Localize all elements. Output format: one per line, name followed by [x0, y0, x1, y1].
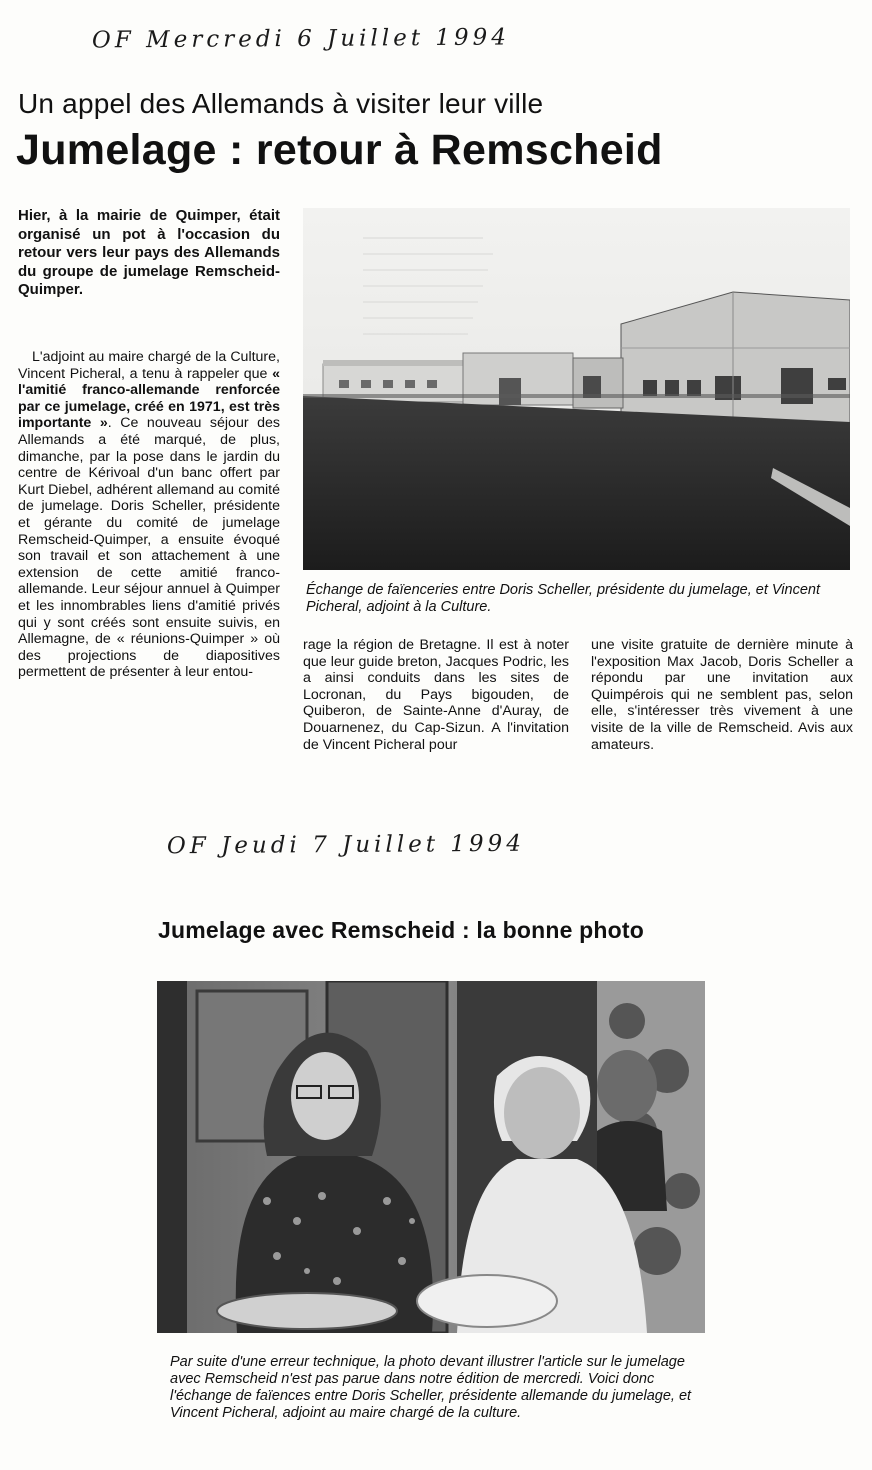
article-column-3: une visite gratuite de dernière minute à l'exposition Max Jacob, Doris Scheller a répondu par une invitation aux Quimpérois qui ne semblent pas, selon elle, s'intéresser très vivement à une visite de la ville de Remscheid. Avis aux amateurs. [591, 637, 853, 753]
column-1-intro: L'adjoint au maire chargé de la Culture, Vincent Picheral, a tenu à rappeler que [18, 349, 280, 382]
handwritten-date-2: OF Jeudi 7 Juillet 1994 [166, 830, 525, 860]
photo-caption-2: Par suite d'une erreur technique, la photo devant illustrer l'article sur le jumelage avec Remscheid n'est pas parue dans notre édition de mercredi. Voici donc l'échange de faïences entre Doris Scheller, présidente allemande du jumelage, et Vincent Picheral, adjoint au maire chargé de la culture. [170, 1354, 692, 1421]
article-lead: Hier, à la mairie de Quimper, était organisé un pot à l'occasion du retour vers leur pays des Allemands du groupe de jumelage Remscheid-Quimper. [18, 207, 280, 298]
article-column-1 [18, 349, 280, 681]
article-column-2: rage la région de Bretagne. Il est à noter que leur guide breton, Jacques Podric, les a ainsi conduits dans les sites de Locronan, du Pays bigouden, de Quiberon, de Sainte-Anne d'Auray, de Douarnenez, du Cap-Sizun. A l'invitation de Vincent Picheral pour [303, 637, 569, 753]
building-photo-icon [303, 208, 850, 570]
clipping-2-headline: Jumelage avec Remscheid : la bonne photo [158, 917, 645, 943]
column-1-rest: . Ce nouveau séjour des Allemands a été marqué, de plus, dimanche, par la pose dans le jardin du centre de Kérivoal d'un banc offert par Kurt Diebel, adhérent allemand au comité de jumelage. Doris Scheller, présidente et gérante du comité de jumelage Remscheid-Quimper, a ensuite évoqué son travail et son attachement à une extension de cette amitié franco-allemande. Leur séjour annuel à Quimper et les innombrables liens d'amitié privés qui y sont créés sont ensuite suivis, en Allemagne, de « réunions-Quimper » où des projections de diapositives permettent de présenter à leur entou- [18, 415, 280, 681]
column-1-quote: « l'amitié franco-allemande renforcée par ce jumelage, créé en 1971, est très importante » [18, 365, 280, 432]
photo-caption-1: Échange de faïenceries entre Doris Scheller, présidente du jumelage, et Vincent Picheral, adjoint à la Culture. [306, 582, 820, 615]
article-headline: Jumelage : retour à Remscheid [16, 126, 663, 174]
portrait-photo [157, 981, 705, 1333]
building-photo [303, 208, 850, 570]
portrait-photo-icon [157, 981, 705, 1333]
article-kicker: Un appel des Allemands à visiter leur ville [18, 88, 544, 119]
handwritten-date-1: OF Mercredi 6 Juillet 1994 [91, 24, 510, 54]
